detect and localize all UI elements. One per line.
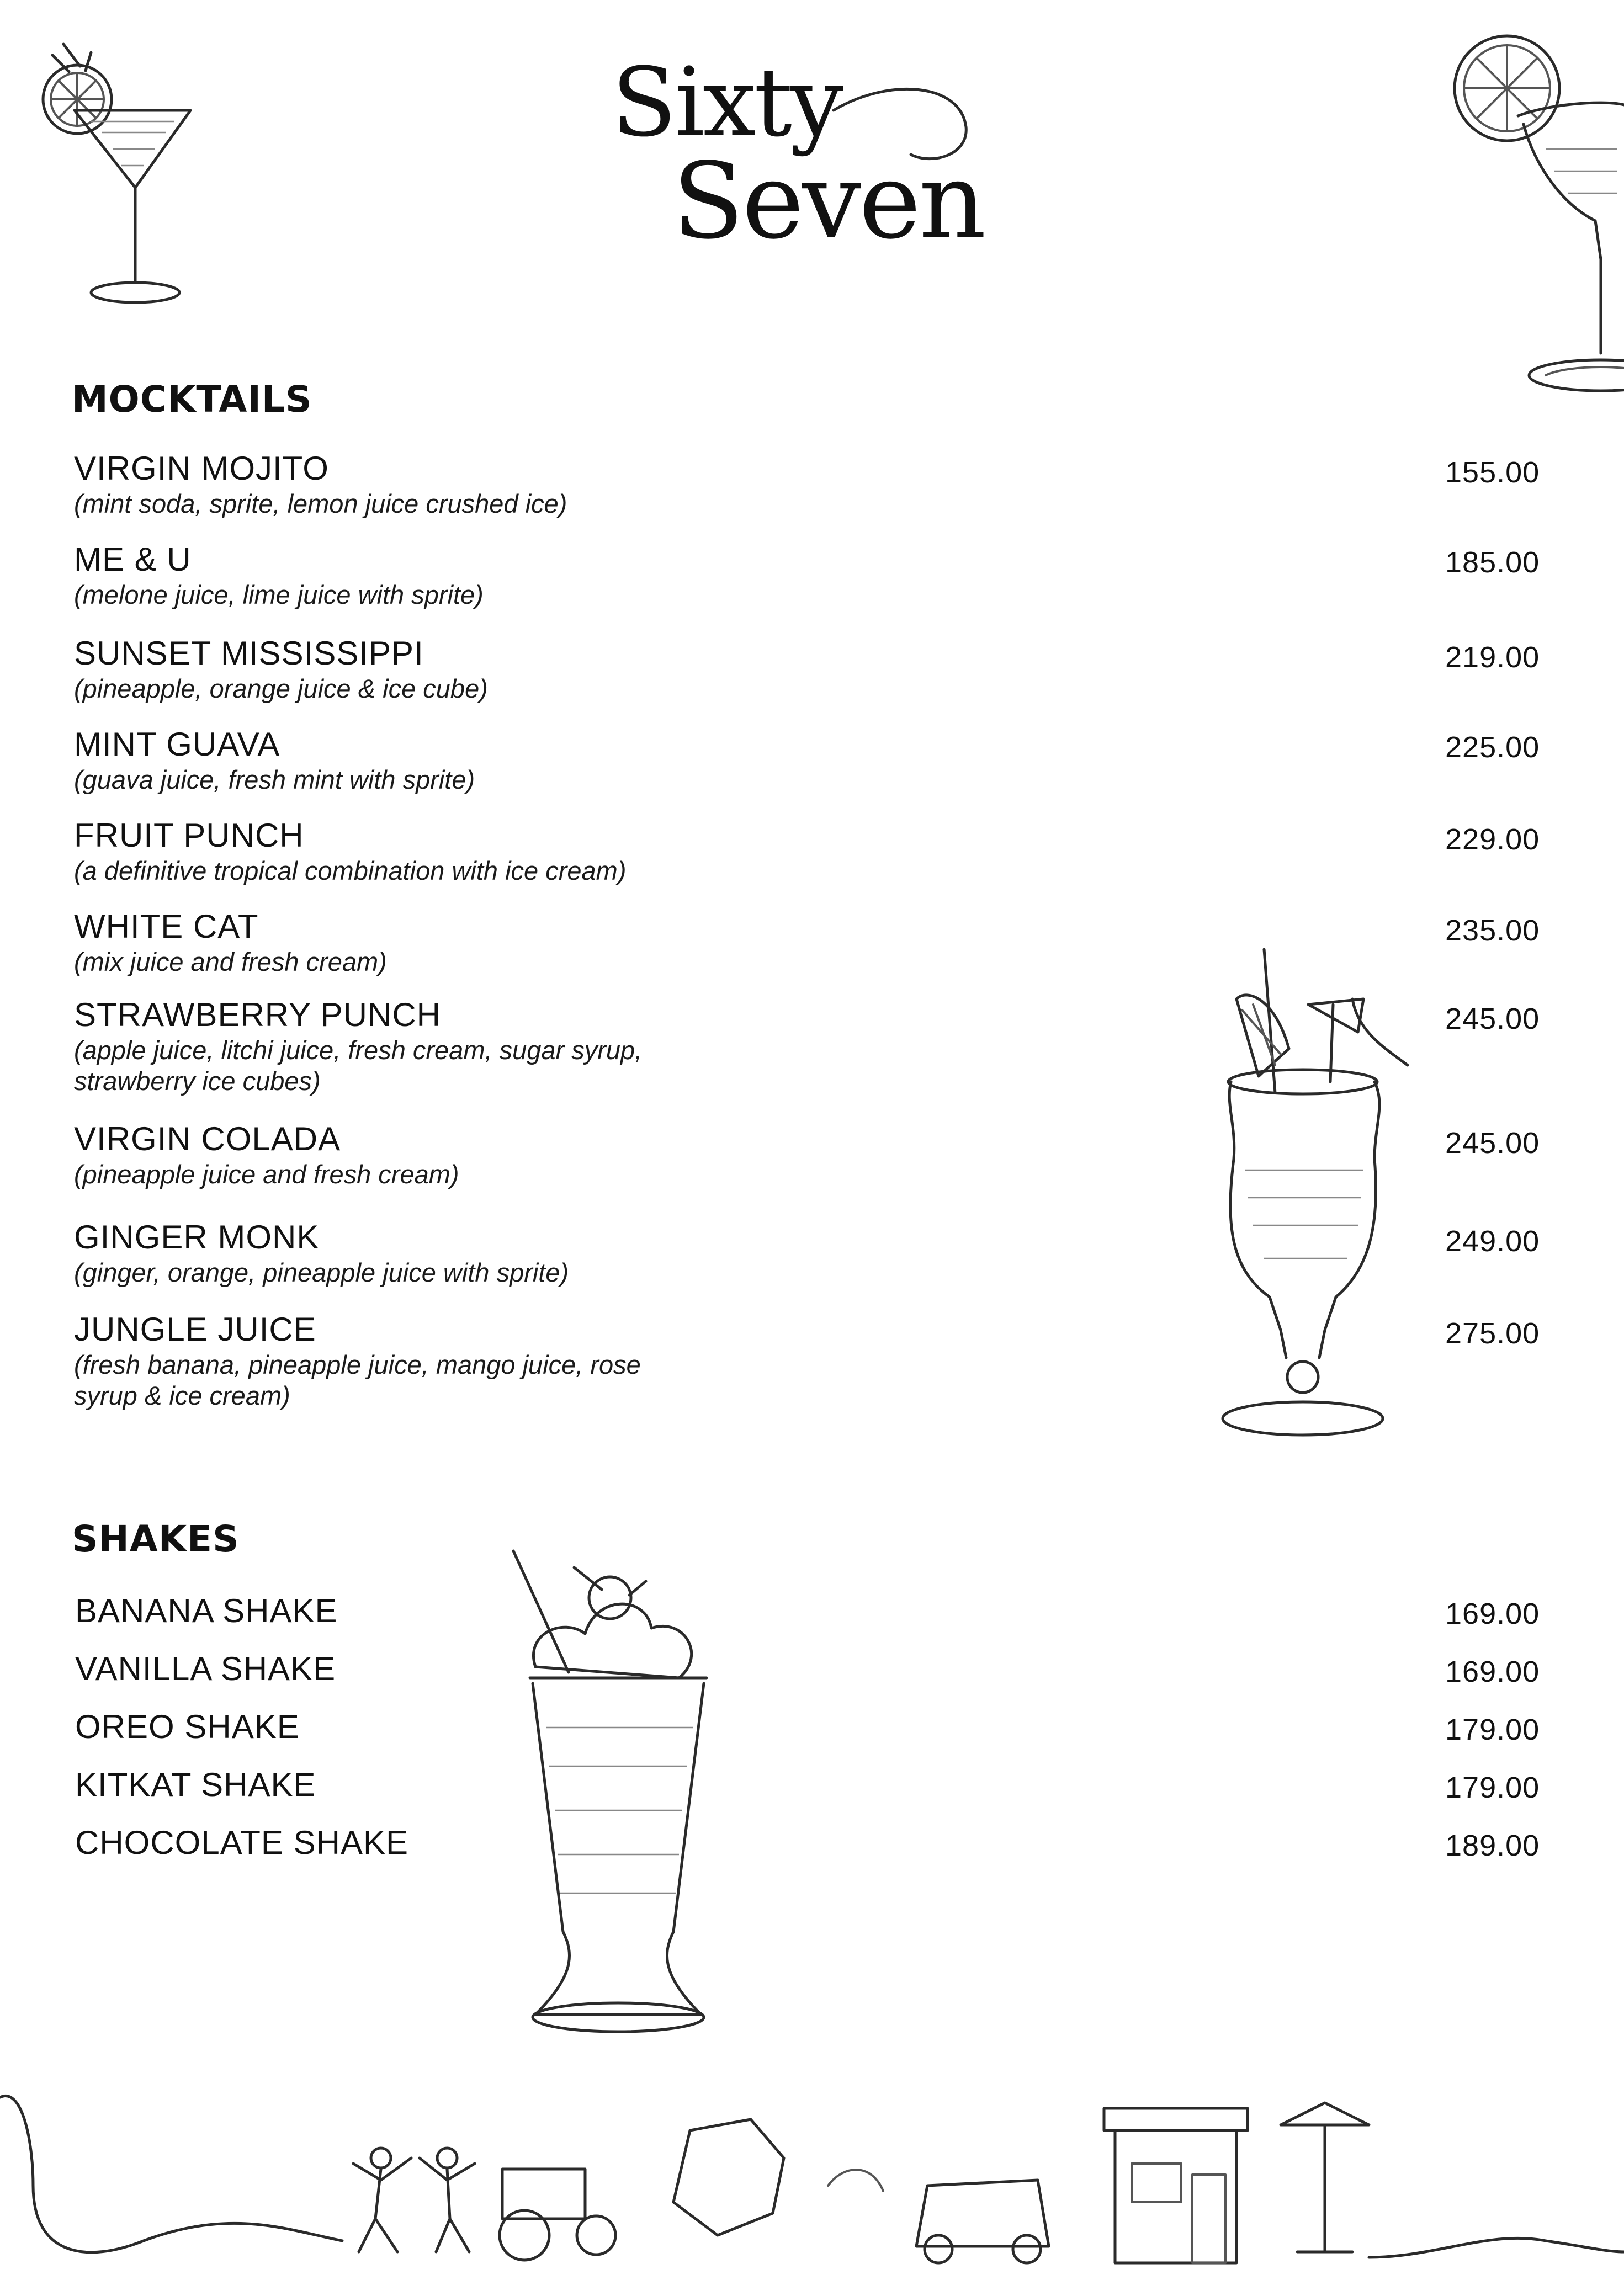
shake-name: VANILLA SHAKE: [75, 1650, 336, 1687]
item-name: VIRGIN COLADA: [74, 1120, 341, 1157]
item-description: (ginger, orange, pineapple juice with sprite): [74, 1258, 569, 1287]
menu-item: [74, 1311, 902, 1411]
punjab-skyline-line-art: [0, 2075, 1624, 2296]
item-price: 179.00: [1445, 1771, 1540, 1804]
item-description: (fresh banana, pineapple juice, mango juice, rose syrup & ice cream): [74, 1350, 641, 1410]
item-description: (apple juice, litchi juice, fresh cream, sugar syrup, strawberry ice cubes): [74, 1035, 643, 1096]
item-name: MINT GUAVA: [74, 726, 280, 763]
item-price: 189.00: [1445, 1829, 1540, 1862]
menu-item: [74, 1120, 902, 1190]
item-description: (melone juice, lime juice with sprite): [74, 580, 484, 609]
item-name: JUNGLE JUICE: [74, 1311, 316, 1348]
item-price: 245.00: [1445, 1126, 1540, 1160]
shakes-heading: SHAKES: [72, 1518, 240, 1560]
martini-glass-icon: [30, 22, 196, 315]
mocktails-heading: MOCKTAILS: [72, 378, 312, 421]
item-name: VIRGIN MOJITO: [74, 450, 329, 487]
item-price: 229.00: [1445, 823, 1540, 856]
menu-item: [74, 726, 902, 795]
hurricane-cocktail-icon: [1192, 938, 1424, 1452]
brand-line-2: Seven: [672, 140, 984, 262]
item-price: 235.00: [1445, 914, 1540, 947]
menu-item: [74, 635, 902, 704]
menu-item: [74, 908, 902, 977]
menu-item: [74, 817, 902, 886]
item-price: 169.00: [1445, 1655, 1540, 1688]
item-price: 219.00: [1445, 641, 1540, 674]
item-name: SUNSET MISSISSIPPI: [74, 635, 424, 672]
margarita-glass-icon: [1435, 22, 1624, 408]
item-name: GINGER MONK: [74, 1219, 320, 1256]
item-description: (pineapple juice and fresh cream): [74, 1160, 459, 1189]
item-description: (guava juice, fresh mint with sprite): [74, 765, 475, 794]
item-price: 185.00: [1445, 546, 1540, 579]
item-price: 179.00: [1445, 1713, 1540, 1746]
shake-name: BANANA SHAKE: [75, 1592, 338, 1629]
item-price: 225.00: [1445, 731, 1540, 764]
menu-item: [74, 1219, 902, 1288]
item-price: 275.00: [1445, 1317, 1540, 1350]
item-description: (mix juice and fresh cream): [74, 947, 387, 976]
item-price: 249.00: [1445, 1225, 1540, 1258]
menu-item: [74, 450, 902, 519]
item-name: STRAWBERRY PUNCH: [74, 996, 441, 1033]
item-name: FRUIT PUNCH: [74, 817, 304, 854]
item-description: (a definitive tropical combination with ice cream): [74, 856, 627, 885]
item-name: ME & U: [74, 541, 192, 578]
item-price: 155.00: [1445, 456, 1540, 489]
menu-item: [74, 996, 902, 1097]
milkshake-glass-icon: [502, 1534, 734, 2042]
shake-name: CHOCOLATE SHAKE: [75, 1824, 409, 1861]
item-description: (pineapple, orange juice & ice cube): [74, 674, 488, 703]
menu-item: [74, 541, 902, 610]
shake-name: OREO SHAKE: [75, 1708, 300, 1745]
brand-line-1: Sixty: [612, 47, 842, 158]
brand-logo: [602, 44, 999, 265]
item-name: WHITE CAT: [74, 908, 259, 945]
item-price: 245.00: [1445, 1002, 1540, 1035]
item-description: (mint soda, sprite, lemon juice crushed ice): [74, 489, 567, 518]
shake-name: KITKAT SHAKE: [75, 1766, 316, 1803]
item-price: 169.00: [1445, 1597, 1540, 1630]
